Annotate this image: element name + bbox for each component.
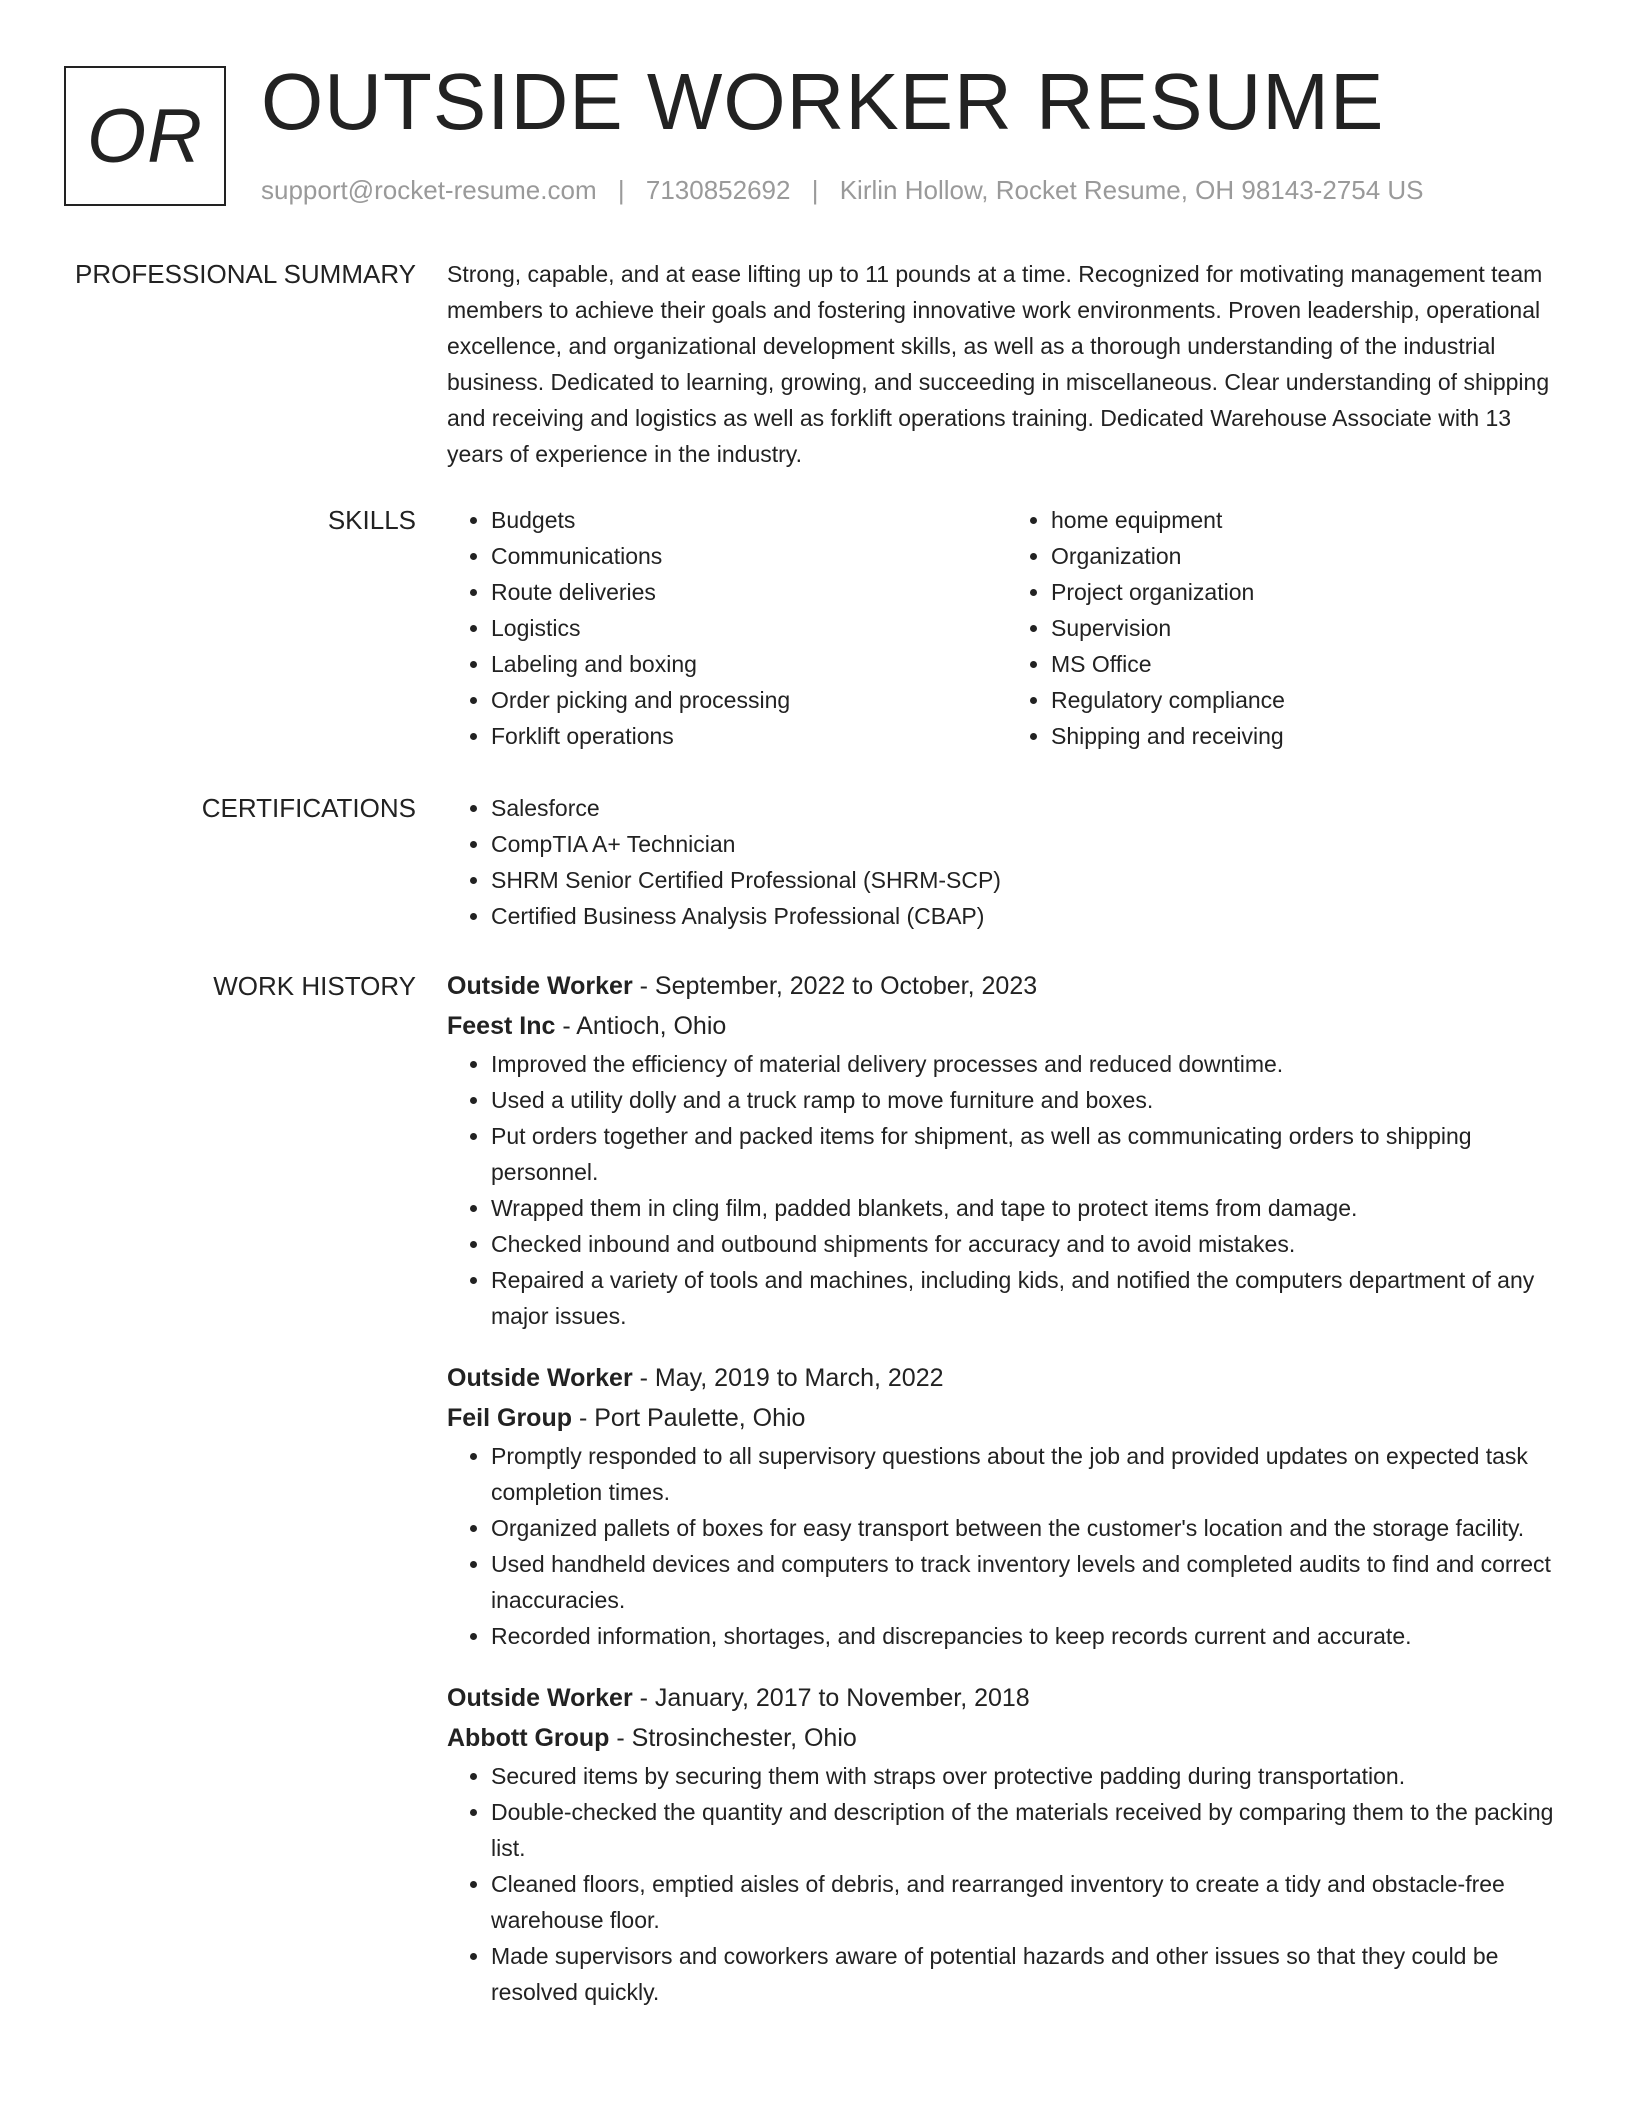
- contact-email[interactable]: support@rocket-resume.com: [261, 175, 597, 205]
- skill-item: • home equipment: [1051, 502, 1567, 538]
- skill-item: • MS Office: [1051, 646, 1567, 682]
- job-title-line: [447, 966, 1567, 1006]
- job-location: - Port Paulette, Ohio: [572, 1404, 806, 1432]
- skill-item: • Regulatory compliance: [1051, 682, 1567, 718]
- job-role: Outside Worker: [447, 1684, 633, 1712]
- work-history-heading: WORK HISTORY: [213, 971, 416, 1001]
- summary-text: Strong, capable, and at ease lifting up to 11 pounds at a time. Recognized for motivating management team members to achieve their goals and fostering innovative work environments. Proven leadership, operational excellence, and organizational development skills, as well as a thorough understanding of the industrial business. Dedicated to learning, growing, and succeeding in miscellaneous. Clear understanding of shipping and receiving and logistics as well as forklift operations training. Dedicated Warehouse Associate with 13 years of experience in the industry.: [447, 261, 1550, 467]
- job-bullet: • Used handheld devices and computers to track inventory levels and completed audits to find and correct inaccuracies.: [491, 1546, 1567, 1618]
- skills-list-right: [1007, 502, 1567, 754]
- skill-item: • Logistics: [491, 610, 1007, 646]
- job-bullets: [447, 1046, 1567, 1334]
- job-company: Feil Group: [447, 1404, 572, 1432]
- skill-item: • Order picking and processing: [491, 682, 1007, 718]
- skill-item: • Supervision: [1051, 610, 1567, 646]
- job-role: Outside Worker: [447, 972, 633, 1000]
- job-bullet: • Promptly responded to all supervisory questions about the job and provided updates on expected task completion times.: [491, 1438, 1567, 1510]
- skills-list-left: [447, 502, 1007, 754]
- certification-item: • SHRM Senior Certified Professional (SHRM-SCP): [491, 862, 1567, 898]
- skills-columns: [447, 502, 1567, 754]
- contact-separator: |: [617, 175, 625, 205]
- job-bullet: • Used a utility dolly and a truck ramp to move furniture and boxes.: [491, 1082, 1567, 1118]
- job-location: - Strosinchester, Ohio: [609, 1724, 857, 1752]
- skills-heading: SKILLS: [327, 505, 416, 535]
- skill-item: • Shipping and receiving: [1051, 718, 1567, 754]
- job-dates: - May, 2019 to March, 2022: [632, 1364, 944, 1392]
- job-bullet: • Made supervisors and coworkers aware of potential hazards and other issues so that they could be resolved quickly.: [491, 1938, 1567, 2010]
- job-bullet: • Improved the efficiency of material delivery processes and reduced downtime.: [491, 1046, 1567, 1082]
- job-bullet: • Organized pallets of boxes for easy transport between the customer's location and the storage facility.: [491, 1510, 1567, 1546]
- certifications-heading: CERTIFICATIONS: [201, 793, 416, 823]
- job-dates: - September, 2022 to October, 2023: [632, 972, 1038, 1000]
- contact-address: Kirlin Hollow, Rocket Resume, OH 98143-2754 US: [839, 175, 1424, 205]
- contact-line: [261, 172, 1424, 208]
- job-entry: [447, 1358, 1567, 1654]
- job-title-line: [447, 1358, 1567, 1398]
- contact-separator: |: [811, 175, 819, 205]
- certification-item: • Salesforce: [491, 790, 1567, 826]
- job-company-line: [447, 1398, 1567, 1438]
- job-bullet: • Put orders together and packed items for shipment, as well as communicating orders to shipping personnel.: [491, 1118, 1567, 1190]
- work-history-body: [447, 966, 1567, 2010]
- certifications-body: [447, 790, 1567, 934]
- skill-item: • Route deliveries: [491, 574, 1007, 610]
- monogram-initials: OR: [87, 93, 203, 179]
- job-company-line: [447, 1718, 1567, 1758]
- job-bullet: • Repaired a variety of tools and machines, including kids, and notified the computers department of any major issues.: [491, 1262, 1567, 1334]
- contact-phone[interactable]: 7130852692: [645, 175, 791, 205]
- job-entry: [447, 1678, 1567, 2010]
- resume-title: OUTSIDE WORKER RESUME: [261, 57, 1385, 146]
- skill-item: • Organization: [1051, 538, 1567, 574]
- job-bullet: • Wrapped them in cling film, padded blankets, and tape to protect items from damage.: [491, 1190, 1567, 1226]
- job-company: Abbott Group: [447, 1724, 610, 1752]
- job-dates: - January, 2017 to November, 2018: [632, 1684, 1030, 1712]
- skill-item: • Labeling and boxing: [491, 646, 1007, 682]
- job-bullet: • Cleaned floors, emptied aisles of debris, and rearranged inventory to create a tidy and obstacle-free warehouse floor.: [491, 1866, 1567, 1938]
- job-bullet: • Checked inbound and outbound shipments for accuracy and to avoid mistakes.: [491, 1226, 1567, 1262]
- job-role: Outside Worker: [447, 1364, 633, 1392]
- job-bullet: • Double-checked the quantity and description of the materials received by comparing them to the packing list.: [491, 1794, 1567, 1866]
- job-bullets: [447, 1438, 1567, 1654]
- certification-item: • Certified Business Analysis Professional (CBAP): [491, 898, 1567, 934]
- job-location: - Antioch, Ohio: [555, 1012, 727, 1040]
- certification-item: • CompTIA A+ Technician: [491, 826, 1567, 862]
- skill-item: • Project organization: [1051, 574, 1567, 610]
- job-bullets: [447, 1758, 1567, 2010]
- job-company-line: [447, 1006, 1567, 1046]
- certifications-list: [447, 790, 1567, 934]
- summary-heading: PROFESSIONAL SUMMARY: [75, 259, 416, 289]
- job-title-line: [447, 1678, 1567, 1718]
- monogram-badge: [64, 66, 226, 206]
- skill-item: • Budgets: [491, 502, 1007, 538]
- job-bullet: • Secured items by securing them with straps over protective padding during transportation.: [491, 1758, 1567, 1794]
- skill-item: • Communications: [491, 538, 1007, 574]
- job-bullet: • Recorded information, shortages, and discrepancies to keep records current and accurate.: [491, 1618, 1567, 1654]
- skill-item: • Forklift operations: [491, 718, 1007, 754]
- job-entry: [447, 966, 1567, 1334]
- job-company: Feest Inc: [447, 1012, 556, 1040]
